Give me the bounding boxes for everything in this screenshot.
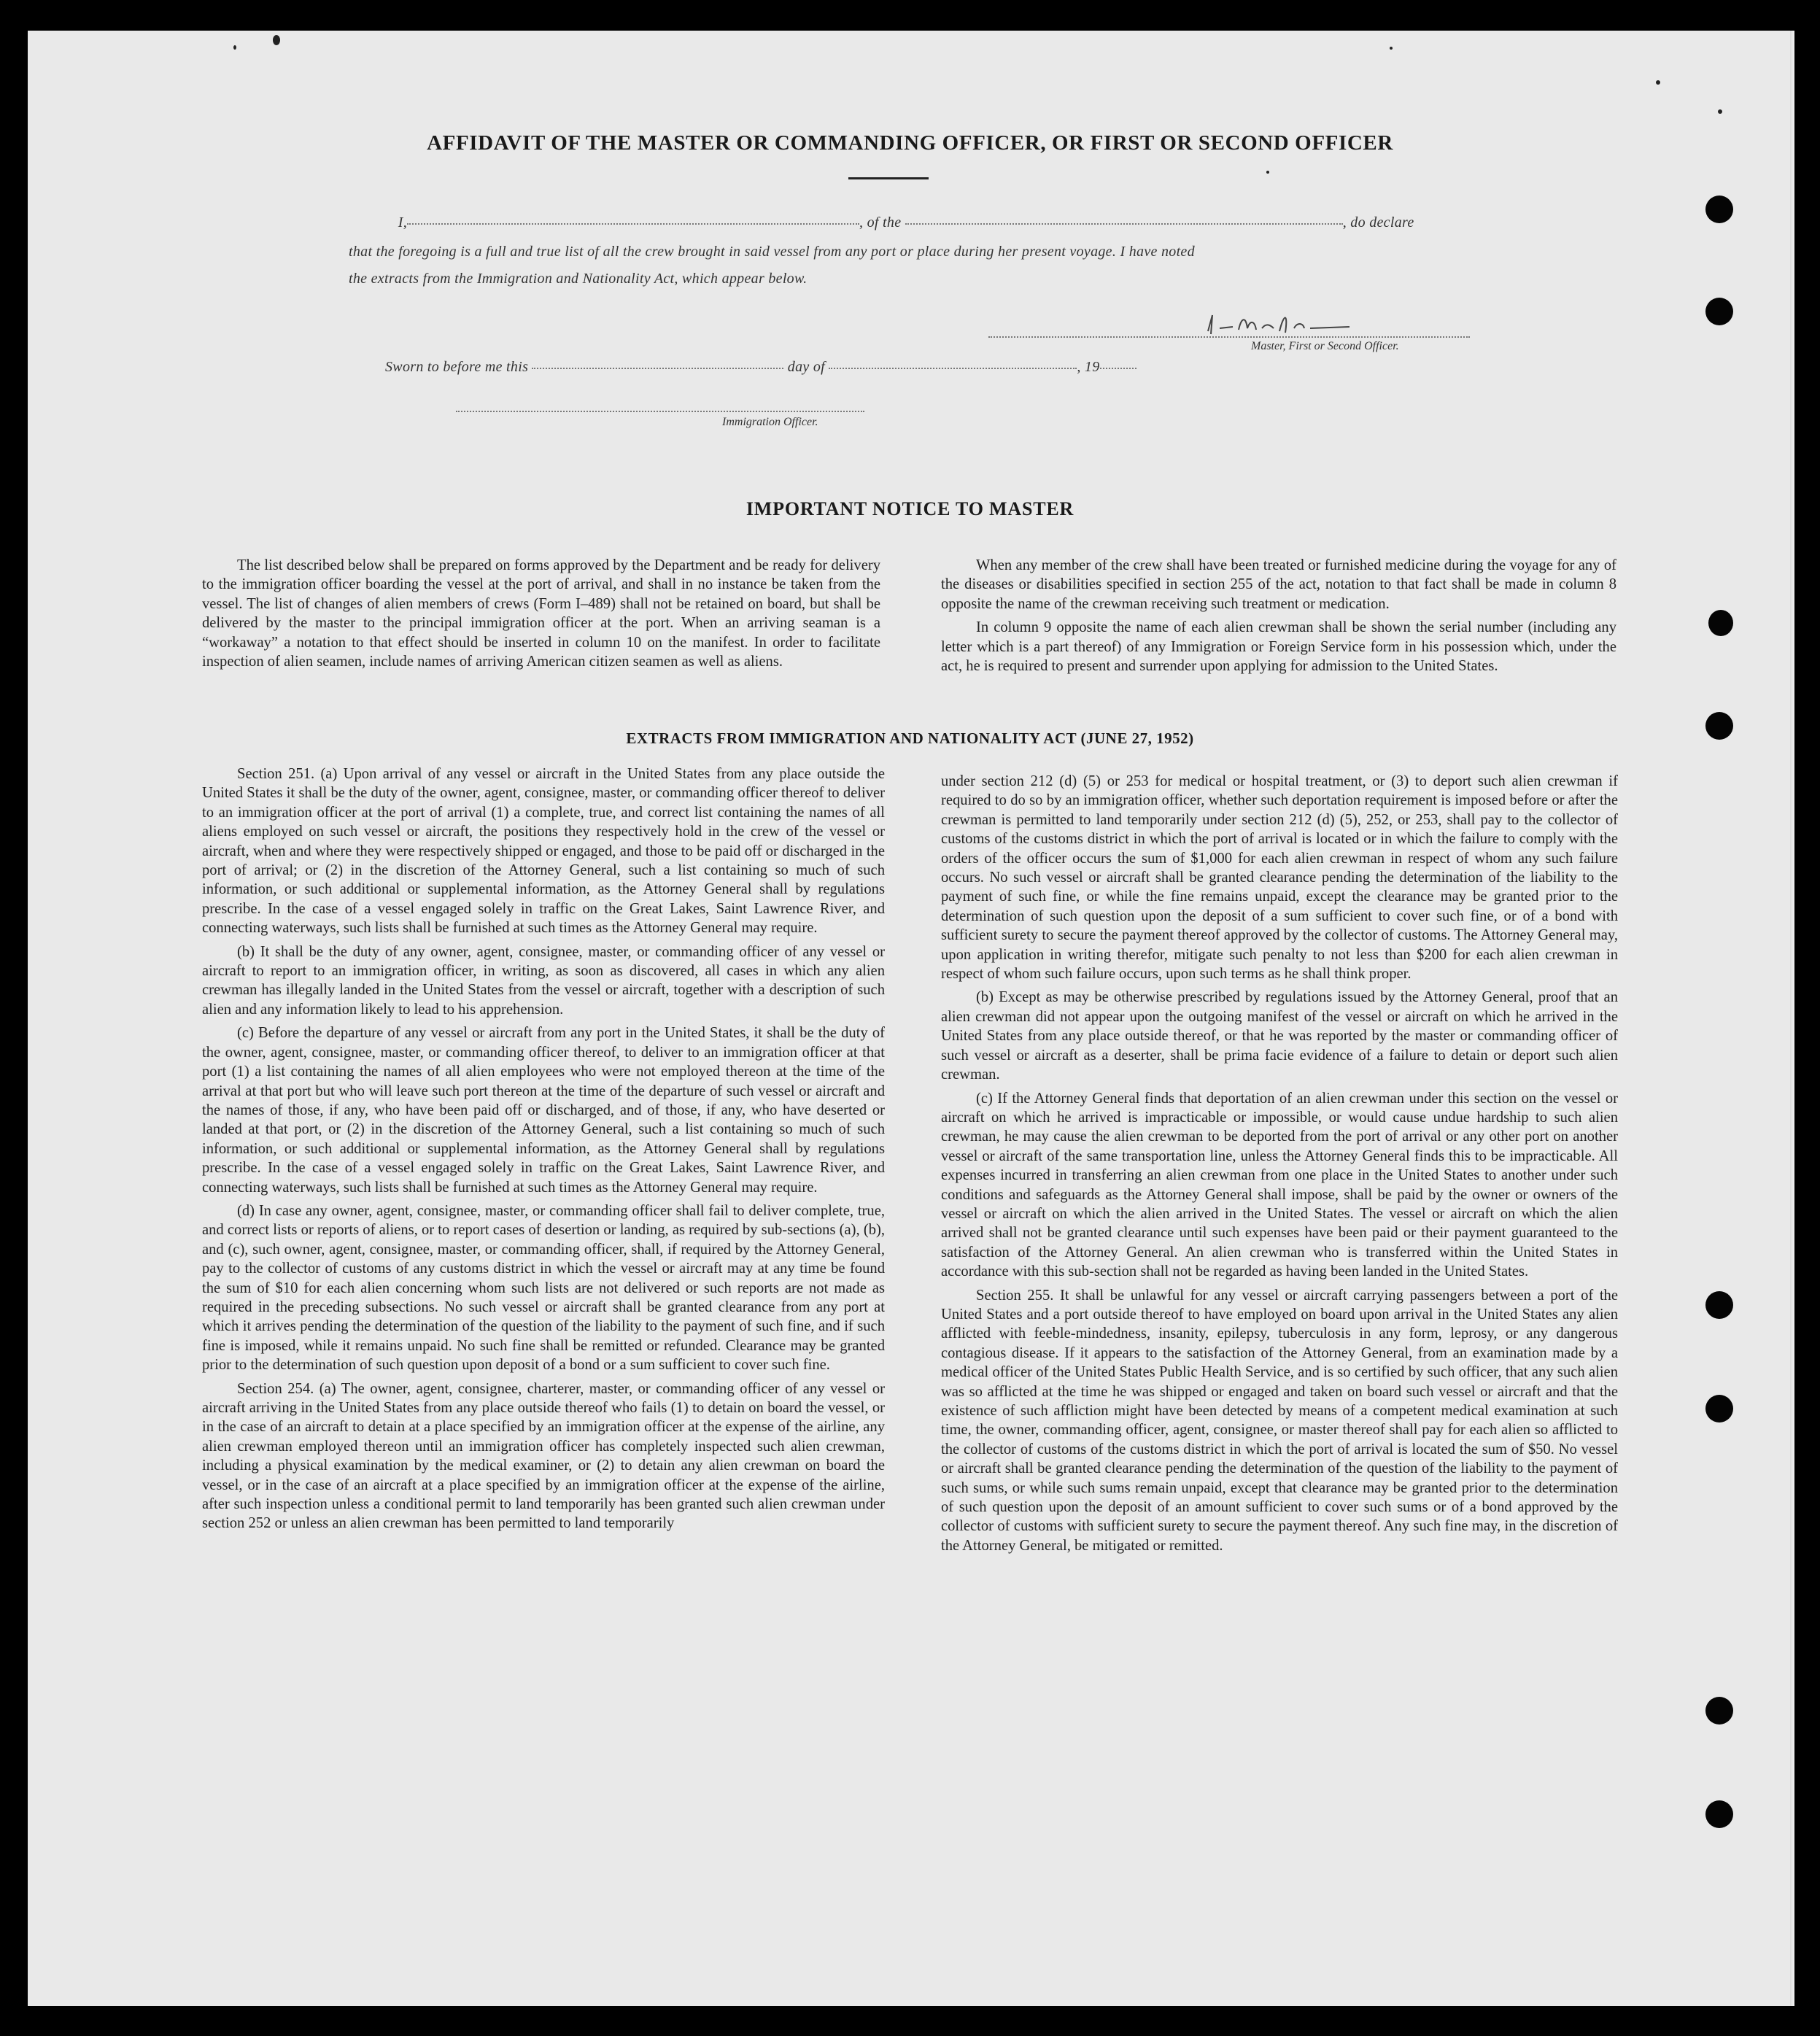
sworn-line bbox=[385, 359, 1509, 376]
section-paragraph: (c) If the Attorney General finds that deportation of an alien crewman under this section on the vessel or aircraft on which he arrived is impracticable or impossible, or would cause undue hardship to such alien crewman, he may cause the alien crewman to be deported from the port of arrival or any other port on another vessel or aircraft of the same transportation line, unless the Attorney General finds this to be impracticable. All expenses incurred in transferring an alien crewman from one place in the United States to another under such conditions and safeguards as the Attorney General shall impose, shall be paid by the owner or owners of the vessel or aircraft on which the alien arrived in the United States. The vessel or aircraft on which the alien arrived shall not be granted clearance until such expenses have been paid or their payment guaranteed to the satisfaction of the Attorney General. An alien crewman who is transferred within the United States in accordance with this sub-section shall not be regarded as having been landed in the United States. bbox=[941, 1090, 1618, 1280]
officer-signature-line[interactable] bbox=[456, 410, 864, 412]
punch-hole bbox=[1705, 1291, 1733, 1319]
scan-speck bbox=[1656, 80, 1660, 85]
punch-hole bbox=[1705, 298, 1733, 325]
notice-right-column bbox=[941, 556, 1616, 680]
signature-line[interactable] bbox=[988, 336, 1470, 338]
sworn-year-blank[interactable] bbox=[1100, 367, 1136, 369]
declaration-i: I, bbox=[398, 214, 407, 231]
name-blank[interactable] bbox=[407, 222, 859, 225]
affidavit-title: AFFIDAVIT OF THE MASTER OR COMMANDING OFFICER, OR FIRST OR SECOND OFFICER bbox=[427, 131, 1393, 155]
notice-paragraph: The list described below shall be prepared on forms approved by the Department and be ready for delivery to the immigration officer boarding the vessel at the port of arrival, and shall in no instance be taken from the vessel. The list of changes of alien members of crews (Form I–489) shall not be retained on board, but shall be delivered by the master to the principal immigration officer at the port. When an arriving seaman is a “workaway” a notation to that effect should be inserted in column 10 on the manifest. In order to facilitate inspection of alien seamen, include names of arriving American citizen seamen as well as aliens. bbox=[202, 557, 880, 670]
section-paragraph: (d) In case any owner, agent, consignee, master, or commanding officer shall fail to deliver complete, true, and correct lists or reports of aliens, or to report cases of desertion or landing, as required by sub-sections (a), (b), and (c), such owner, agent, consignee, master, or commanding officer, shall, if required by the Attorney General, pay to the collector of customs of any customs district in which the vessel or aircraft may at any time be found the sum of $10 for each alien concerning whom such lists are not delivered or such reports are not made as required in the preceding subsections. No such vessel or aircraft shall be granted clearance from any port at which it arrives pending the determination of the question of the liability to the payment of such fine, and if such fine is imposed, while it remains unpaid. No such fine shall be remitted or refunded. Clearance may be granted prior to the determination of such question upon deposit of a bond or a sum sufficient to cover such fine. bbox=[202, 1202, 885, 1374]
punch-hole bbox=[1705, 196, 1733, 223]
sworn-prefix: Sworn to before me this bbox=[385, 359, 529, 375]
notice-left-column bbox=[202, 556, 880, 676]
declaration-text: that the foregoing is a full and true list of all the crew brought in said vessel from any port or place during her present voyage. I have noted bbox=[349, 244, 1195, 260]
sworn-day-of: day of bbox=[787, 359, 826, 375]
section-paragraph: under section 212 (d) (5) or 253 for medical or hospital treatment, or (3) to deport such alien crewman if required to do so by an immigration officer, whether such deportation requirement is imposed before or after the crewman is permitted to land temporarily under section 212 (d) (5), 252, or 253, shall pay to the collector of customs of the customs district in which the port of arrival is located or in which the failure to comply with the orders of the officer occurs the sum of $1,000 for each alien crewman in respect of whom any such failure occurs. No such vessel or aircraft shall be granted clearance pending the determination of the liability to the payment of such fine, or while the fine remains unpaid, except the clearance may be granted prior to the determination of such question upon the deposit of a sum sufficient to cover such fine, or of a bond with sufficient surety to secure the payment thereof approved by the collector of customs. The Attorney General may, upon application in writing therefor, mitigate such penalty to not less than $200 for each alien crewman in respect of whom such failure occurs, upon such terms as he shall think proper. bbox=[941, 773, 1618, 983]
notice-paragraph: In column 9 opposite the name of each alien crewman shall be shown the serial number (including any letter which is a part thereof) of any Immigration or Foreign Service form in his possession which, under the act, he is required to present and surrender upon applying for admission to the United States. bbox=[941, 619, 1616, 675]
notice-title: IMPORTANT NOTICE TO MASTER bbox=[746, 498, 1074, 519]
declaration-line bbox=[349, 214, 1472, 231]
extracts-title: EXTRACTS FROM IMMIGRATION AND NATIONALITY ACT (JUNE 27, 1952) bbox=[626, 729, 1194, 747]
extracts-left-column bbox=[202, 765, 885, 1538]
extracts-right-column bbox=[941, 772, 1618, 1560]
officer-caption: Immigration Officer. bbox=[722, 416, 818, 428]
vessel-blank[interactable] bbox=[905, 222, 1343, 225]
notice-paragraph: When any member of the crew shall have been treated or furnished medicine during the voyage for any of the diseases or disabilities specified in section 255 of the act, notation to that fact shall be made in column 8 opposite the name of the crewman receiving such treatment or medication. bbox=[941, 557, 1616, 612]
scan-speck bbox=[1266, 171, 1269, 174]
scan-speck bbox=[233, 45, 236, 50]
sworn-month-blank[interactable] bbox=[829, 367, 1077, 369]
section-paragraph: (b) Except as may be otherwise prescribed by regulations issued by the Attorney General, proof that an alien crewman did not appear upon the outgoing manifest of the vessel or aircraft on which he arrived in the United States from any place outside thereof, or that he was reported by the master or commanding officer of such vessel or aircraft as a deserter, shall be prima facie evidence of a failure to detain or deport such alien crewman. bbox=[941, 989, 1618, 1083]
section-paragraph: Section 251. (a) Upon arrival of any vessel or aircraft in the United States from any place outside the United States it shall be the duty of the owner, agent, consignee, master, or commanding officer thereof to deliver to an immigration officer at the port of arrival (1) a complete, true, and correct list containing the names of all aliens employed on such vessel or aircraft, the positions they respectively hold in the crew of the vessel or aircraft, when and where they were respectively shipped or engaged, and those to be paid off or discharged in the port of arrival; or (2) in the discretion of the Attorney General, such a list containing so much of such information, or such additional or supplemental information, as the Attorney General shall by regulations prescribe. In the case of a vessel engaged solely in traffic on the Great Lakes, Saint Lawrence River, and connecting waterways, such lists shall be furnished at such times as the Attorney General may require. bbox=[202, 766, 885, 937]
signature-caption: Master, First or Second Officer. bbox=[1251, 340, 1399, 352]
declaration-text: the extracts from the Immigration and Nationality Act, which appear below. bbox=[349, 271, 808, 287]
section-paragraph: Section 254. (a) The owner, agent, consignee, charterer, master, or commanding officer of any vessel or aircraft arriving in the United States from any place outside thereof who fails (1) to detain on board the vessel, or in the case of an aircraft to detain at a place specified by an immigration officer at the expense of the airline, any alien crewman employed thereon until an immigration officer has completely inspected such alien crewman, including a physical examination by the medical examiner, or (2) to detain any alien crewman on board the vessel, or in the case of an aircraft at a place specified by an immigration officer at the expense of the airline, after such inspection unless a conditional permit to land temporarily has been granted such alien crewman under section 252 or unless an alien crewman has been permitted to land temporarily bbox=[202, 1380, 885, 1532]
sworn-day-blank[interactable] bbox=[532, 367, 783, 369]
declaration-of: , of the bbox=[859, 214, 902, 231]
scan-speck bbox=[1390, 47, 1393, 50]
section-paragraph: (c) Before the departure of any vessel or aircraft from any port in the United States, it shall be the duty of the owner, agent, consignee, master, or commanding officer thereof, to deliver to an immigration officer at that port (1) a list containing the names of all alien employees who were not employed thereon at the time of the arrival at that port but who will leave such port thereon at the time of the departure of such vessel or aircraft and the names of those, if any, who have been paid off or discharged, and of those, if any, who have deserted or landed at that port, or (2) in the discretion of the Attorney General, such a list containing so much of such information, or such additional or supplemental information, as the Attorney General shall by regulations prescribe. In the case of a vessel engaged solely in traffic on the Great Lakes, Saint Lawrence River, and connecting waterways, such lists shall be furnished at such times as the Attorney General may require. bbox=[202, 1025, 885, 1196]
sworn-year: , 19 bbox=[1077, 359, 1100, 375]
punch-hole bbox=[1708, 610, 1733, 636]
section-paragraph: (b) It shall be the duty of any owner, agent, consignee, master, or commanding officer of any vessel or aircraft to report to an immigration officer, in writing, as soon as discovered, all cases in which any alien crewman has illegally landed in the United States from the vessel or aircraft, together with a description of such alien and any information likely to lead to his apprehension. bbox=[202, 943, 885, 1018]
title-underline bbox=[848, 177, 929, 179]
punch-hole bbox=[1705, 1697, 1733, 1725]
punch-hole bbox=[1705, 1800, 1733, 1828]
scan-speck bbox=[273, 35, 280, 45]
punch-hole bbox=[1705, 1395, 1733, 1423]
section-paragraph: Section 255. It shall be unlawful for any vessel or aircraft carrying passengers between a port of the United States and a port outside thereof to have employed on board upon arrival in the United States any alien afflicted with feeble-mindedness, insanity, epilepsy, tuberculosis in any form, leprosy, or any dangerous contagious disease. If it appears to the satisfaction of the Attorney General, from an examination made by a medical officer of the United States Public Health Service, and is so certified by such officer, that any such alien was so afflicted at the time he was shipped or engaged and taken on board such vessel or aircraft and that the existence of such affliction might have been detected by means of a competent medical examination at such time, the owner, commanding officer, agent, consignee, or master thereof shall pay for each alien so afflicted to the collector of customs of the customs district in which the port of arrival is located the sum of $50. No vessel or aircraft shall be granted clearance pending the determination of the question of the liability to the payment of such sums, or while such sums remain unpaid, except that clearance may be granted prior to the determination of such question upon the deposit of an amount sufficient to cover such sums or of a bond approved by the collector of customs with sufficient surety to secure the payment thereof. Any such fine may, in the discretion of the Attorney General, be mitigated or remitted. bbox=[941, 1287, 1618, 1554]
declaration-declare: , do declare bbox=[1342, 214, 1414, 231]
scan-speck bbox=[1718, 109, 1722, 114]
